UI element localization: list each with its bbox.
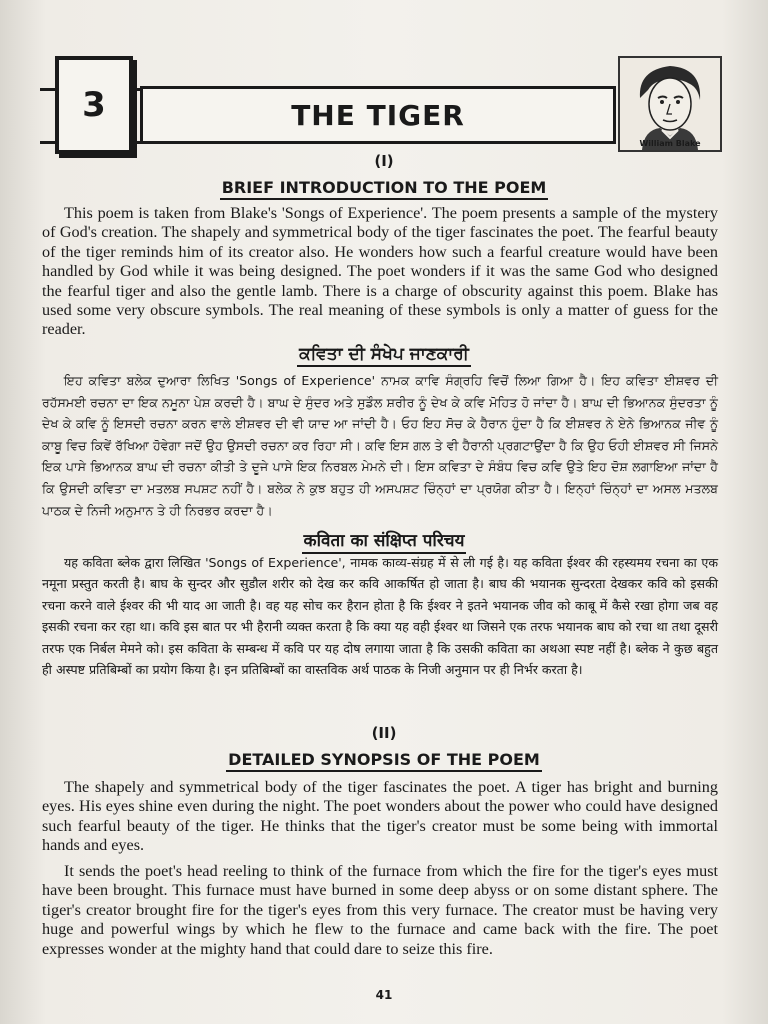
synopsis-paragraph-2: It sends the poet's head reeling to think of the furnace from which the fire for the tiger's eyes must have been brought. This furnace must have burned in some deep abyss or on some distant sphere. The tiger's creator brought fire for the tiger's eyes from this very furnace. The creator must be having very huge and powerful wings by which he flew to the furnace and came back with the fire. The poet expresses wonder at the mighty hand that could dare to seize this fire. — [42, 862, 718, 958]
chapter-number: 3 — [82, 85, 106, 125]
chapter-title-box — [140, 86, 616, 144]
section-heading-2 — [0, 750, 768, 769]
chapter-number-box — [55, 56, 133, 154]
chapter-title: THE TIGER — [291, 98, 465, 132]
synopsis-paragraph-1: The shapely and symmetrical body of the tiger fascinates the poet. A tiger has bright and burning eyes. His eyes shine even during the night. The poet wonders about the power who could have designed such fearful beauty of the tiger. He thinks that the tiger's creator must be some being with immortal hands and eyes. — [42, 778, 718, 855]
page-number: 41 — [375, 988, 393, 1002]
section-heading-2-text: DETAILED SYNOPSIS OF THE POEM — [226, 750, 542, 772]
portrait-illustration — [620, 58, 720, 150]
section-heading-text: BRIEF INTRODUCTION TO THE POEM — [220, 178, 549, 200]
section-number: (I) — [374, 152, 394, 170]
intro-punjabi-paragraph: ਇਹ ਕਵਿਤਾ ਬਲੇਕ ਦੁਆਰਾ ਲਿਖਿਤ 'Songs of Experience' ਨਾਮਕ ਕਾਵਿ ਸੰਗ੍ਰਹਿ ਵਿਚੋਂ ਲਿਆ ਗਿਆ ਹੈ। ਇਹ ਕਵਿਤਾ ਈਸ਼ਵਰ ਦੀ ਰਹੱਸਮਈ ਰਚਨਾ ਦਾ ਇਕ ਨਮੂਨਾ ਪੇਸ਼ ਕਰਦੀ ਹੈ। ਬਾਘ ਦੇ ਸੁੰਦਰ ਅਤੇ ਸੁਡੌਲ ਸ਼ਰੀਰ ਨੂੰ ਦੇਖ ਕੇ ਕਵਿ ਮੋਹਿਤ ਹੋ ਜਾਂਦਾ ਹੈ। ਬਾਘ ਦੀ ਭਿਆਨਕ ਸੁੰਦਰਤਾ ਨੂੰ ਦੇਖ ਕੇ ਕਵਿ ਨੂੰ ਇਸਦੀ ਰਚਨਾ ਕਰਨ ਵਾਲੇ ਈਸ਼ਵਰ ਦੀ ਵੀ ਯਾਦ ਆ ਜਾਂਦੀ ਹੈ। ਓਹ ਇਹ ਸੋਚ ਕੇ ਹੈਰਾਨ ਹੁੰਦਾ ਹੈ ਕਿ ਈਸ਼ਵਰ ਨੇ ਏਨੇ ਭਿਆਨਕ ਜੀਵ ਨੂੰ ਕਾਬੂ ਵਿਚ ਕਿਵੇਂ ਰੱਖਿਆ ਹੋਵੇਗਾ ਜਦੋਂ ਉਹ ਉਸਦੀ ਰਚਨਾ ਕਰ ਰਿਹਾ ਸੀ। ਕਵਿ ਇਸ ਗਲ ਤੇ ਵੀ ਹੈਰਾਨੀ ਪ੍ਰਗਟਾਉਂਦਾ ਹੈ ਕਿ ਉਹ ਓਹੀ ਈਸ਼ਵਰ ਸੀ ਜਿਸਨੇ ਇਕ ਪਾਸੇ ਭਿਆਨਕ ਬਾਘ ਦੀ ਰਚਨਾ ਕੀਤੀ ਤੇ ਦੂਜੇ ਪਾਸੇ ਇਕ ਨਿਰਬਲ ਮੇਮਨੇ ਦੀ। ਇਸ ਕਵਿਤਾ ਦੇ ਸੰਬੰਧ ਵਿਚ ਕਵਿ ਉਤੇ ਇਹ ਦੋਸ਼ ਲਗਾਇਆ ਜਾਂਦਾ ਹੈ ਕਿ ਉਸਦੀ ਕਵਿਤਾ ਦਾ ਮਤਲਬ ਸਪਸ਼ਟ ਨਹੀਂ ਹੈ। ਬਲੇਕ ਨੇ ਕੁਝ ਬਹੁਤ ਹੀ ਅਸਪਸ਼ਟ ਚਿੰਨ੍ਹਾਂ ਦਾ ਪ੍ਰਯੋਗ ਕੀਤਾ ਹੈ। ਇਨ੍ਹਾਂ ਚਿੰਨ੍ਹਾਂ ਦਾ ਅਸਲ ਮਤਲਬ ਪਾਠਕ ਦੇ ਨਿਜੀ ਅਨੁਮਾਨ ਤੇ ਹੀ ਨਿਰਭਰ ਕਰਦਾ ਹੈ। — [42, 373, 718, 518]
hindi-heading — [0, 528, 768, 551]
intro-english-paragraph: This poem is taken from Blake's 'Songs of Experience'. The poem presents a sample of the mystery of God's creation. The shapely and symmetrical body of the tiger fascinates the poet. The fearful beauty of the tiger reminds him of its creator also. He wonders how such a fearful creature would have been handled by God while it was being designed. The poet wonders if it was the same God who designed the fearful tiger and also the gentle lamb. There is a charge of obscurity against this poem. Blake has used some very obscure symbols. The real meaning of these symbols is only a matter of guess for the reader. — [42, 204, 718, 339]
section-number-2: (II) — [371, 724, 397, 742]
portrait-caption: William Blake — [639, 139, 701, 148]
intro-hindi-paragraph: यह कविता ब्लेक द्वारा लिखित 'Songs of Experience', नामक काव्य-संग्रह में से ली गई है। यह कविता ईश्वर की रहस्यमय रचना का एक नमूना प्रस्तुत करती है। बाघ के सुन्दर और सुडौल शरीर को देख कर कवि आकर्षित हो जाता है। बाघ की भयानक सुन्दरता देखकर कवि को इसकी रचना करने वाले ईश्वर की भी याद आ जाती है। वह यह सोच कर हैरान होता है कि ईश्वर ने इतने भयानक जीव को काबू में कैसे रखा होगा जब वह इसकी रचना कर रहा था। कवि इस बात पर भी हैरानी व्यक्त करता है कि क्या यह वही ईश्वर था जिसने एक तरफ भयानक बाघ को रचा था तथा दूसरी तरफ एक निर्बल मेमने को। इस कविता के सम्बन्ध में कवि पर यह दोष लगाया जाता है कि उसकी कविता का अथआ स्पष्ट नहीं है। ब्लेक ने कुछ बहुत ही अस्पष्ट प्रतिबिम्बों का प्रयोग किया है। इन प्रतिबिम्बों का वास्तविक अर्थ पाठक के निजी अनुमान पर ही निर्भर करता है। — [42, 555, 718, 678]
hindi-heading-text: कविता का संक्षिप्त परिचय — [302, 531, 467, 554]
punjabi-heading-text: ਕਵਿਤਾ ਦੀ ਸੰਖੇਪ ਜਾਣਕਾਰੀ — [297, 344, 471, 367]
author-portrait — [618, 56, 722, 152]
punjabi-heading — [0, 344, 768, 364]
section-heading — [0, 178, 768, 197]
